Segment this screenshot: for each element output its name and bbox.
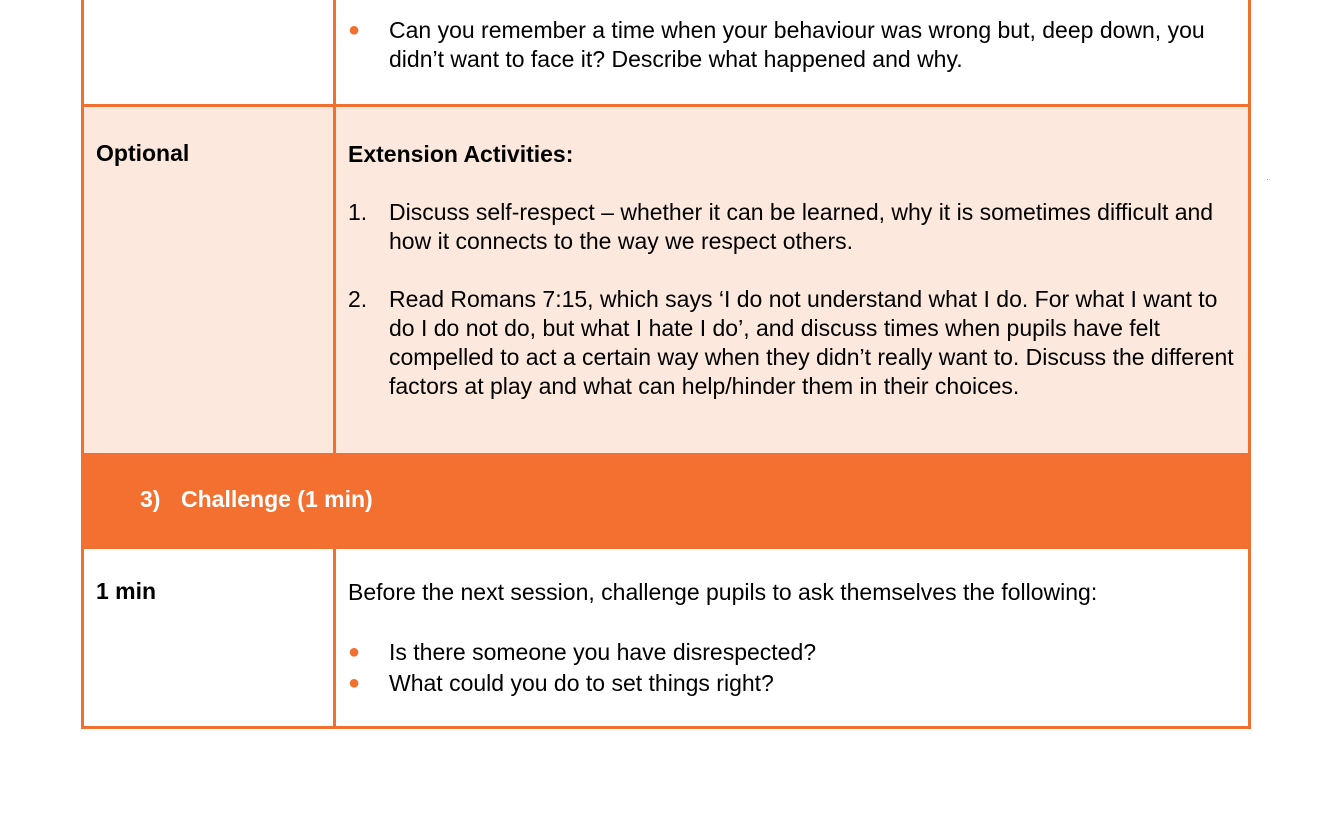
section-header-row — [84, 453, 1248, 546]
bullet-icon: ● — [348, 641, 361, 663]
question-row — [84, 0, 1248, 104]
extension-item-number: 2. — [348, 286, 368, 312]
challenge-bullet-text: Is there someone you have disrespected? — [389, 639, 817, 665]
challenge-bullet-item — [348, 638, 1236, 667]
bullet-icon: ● — [348, 672, 361, 694]
extension-heading: Extension Activities: — [348, 141, 574, 167]
extension-item-text: Read Romans 7:15, which says ‘I do not understand what I do. For what I want to do I do not do, but what I hate I do’, and discuss times when pupils have felt compelled to act a certain way when they didn’t really want to. Discuss the different factors at play and what can help/hinder them in their choices. — [389, 286, 1234, 399]
challenge-duration: 1 min — [84, 549, 336, 726]
challenge-bullet-text: What could you do to set things right? — [389, 670, 774, 696]
challenge-row — [84, 546, 1248, 726]
question-row-content — [336, 0, 1248, 104]
challenge-bullet-item — [348, 669, 1236, 698]
section-title — [84, 486, 373, 513]
extension-item-number: 1. — [348, 199, 368, 225]
section-number: 3) — [140, 486, 161, 512]
optional-row — [84, 104, 1248, 453]
question-row-left-cell — [84, 0, 336, 104]
question-bullet-item — [348, 16, 1236, 74]
optional-label: Optional — [84, 107, 336, 453]
question-bullet-text: Can you remember a time when your behaviour was wrong but, deep down, you didn’t want to face it? Describe what happened and why. — [389, 17, 1205, 72]
challenge-content — [336, 549, 1248, 726]
section-title-text: Challenge (1 min) — [181, 486, 373, 512]
bullet-icon: ● — [348, 19, 361, 41]
extension-item — [348, 285, 1236, 401]
challenge-intro: Before the next session, challenge pupils to ask themselves the following: — [348, 579, 1098, 605]
stray-dot — [1267, 179, 1268, 180]
lesson-table — [81, 0, 1251, 729]
extension-item-text: Discuss self-respect – whether it can be learned, why it is sometimes difficult and how it connects to the way we respect others. — [389, 199, 1214, 254]
extension-item — [348, 198, 1236, 256]
extension-activities — [336, 107, 1248, 453]
